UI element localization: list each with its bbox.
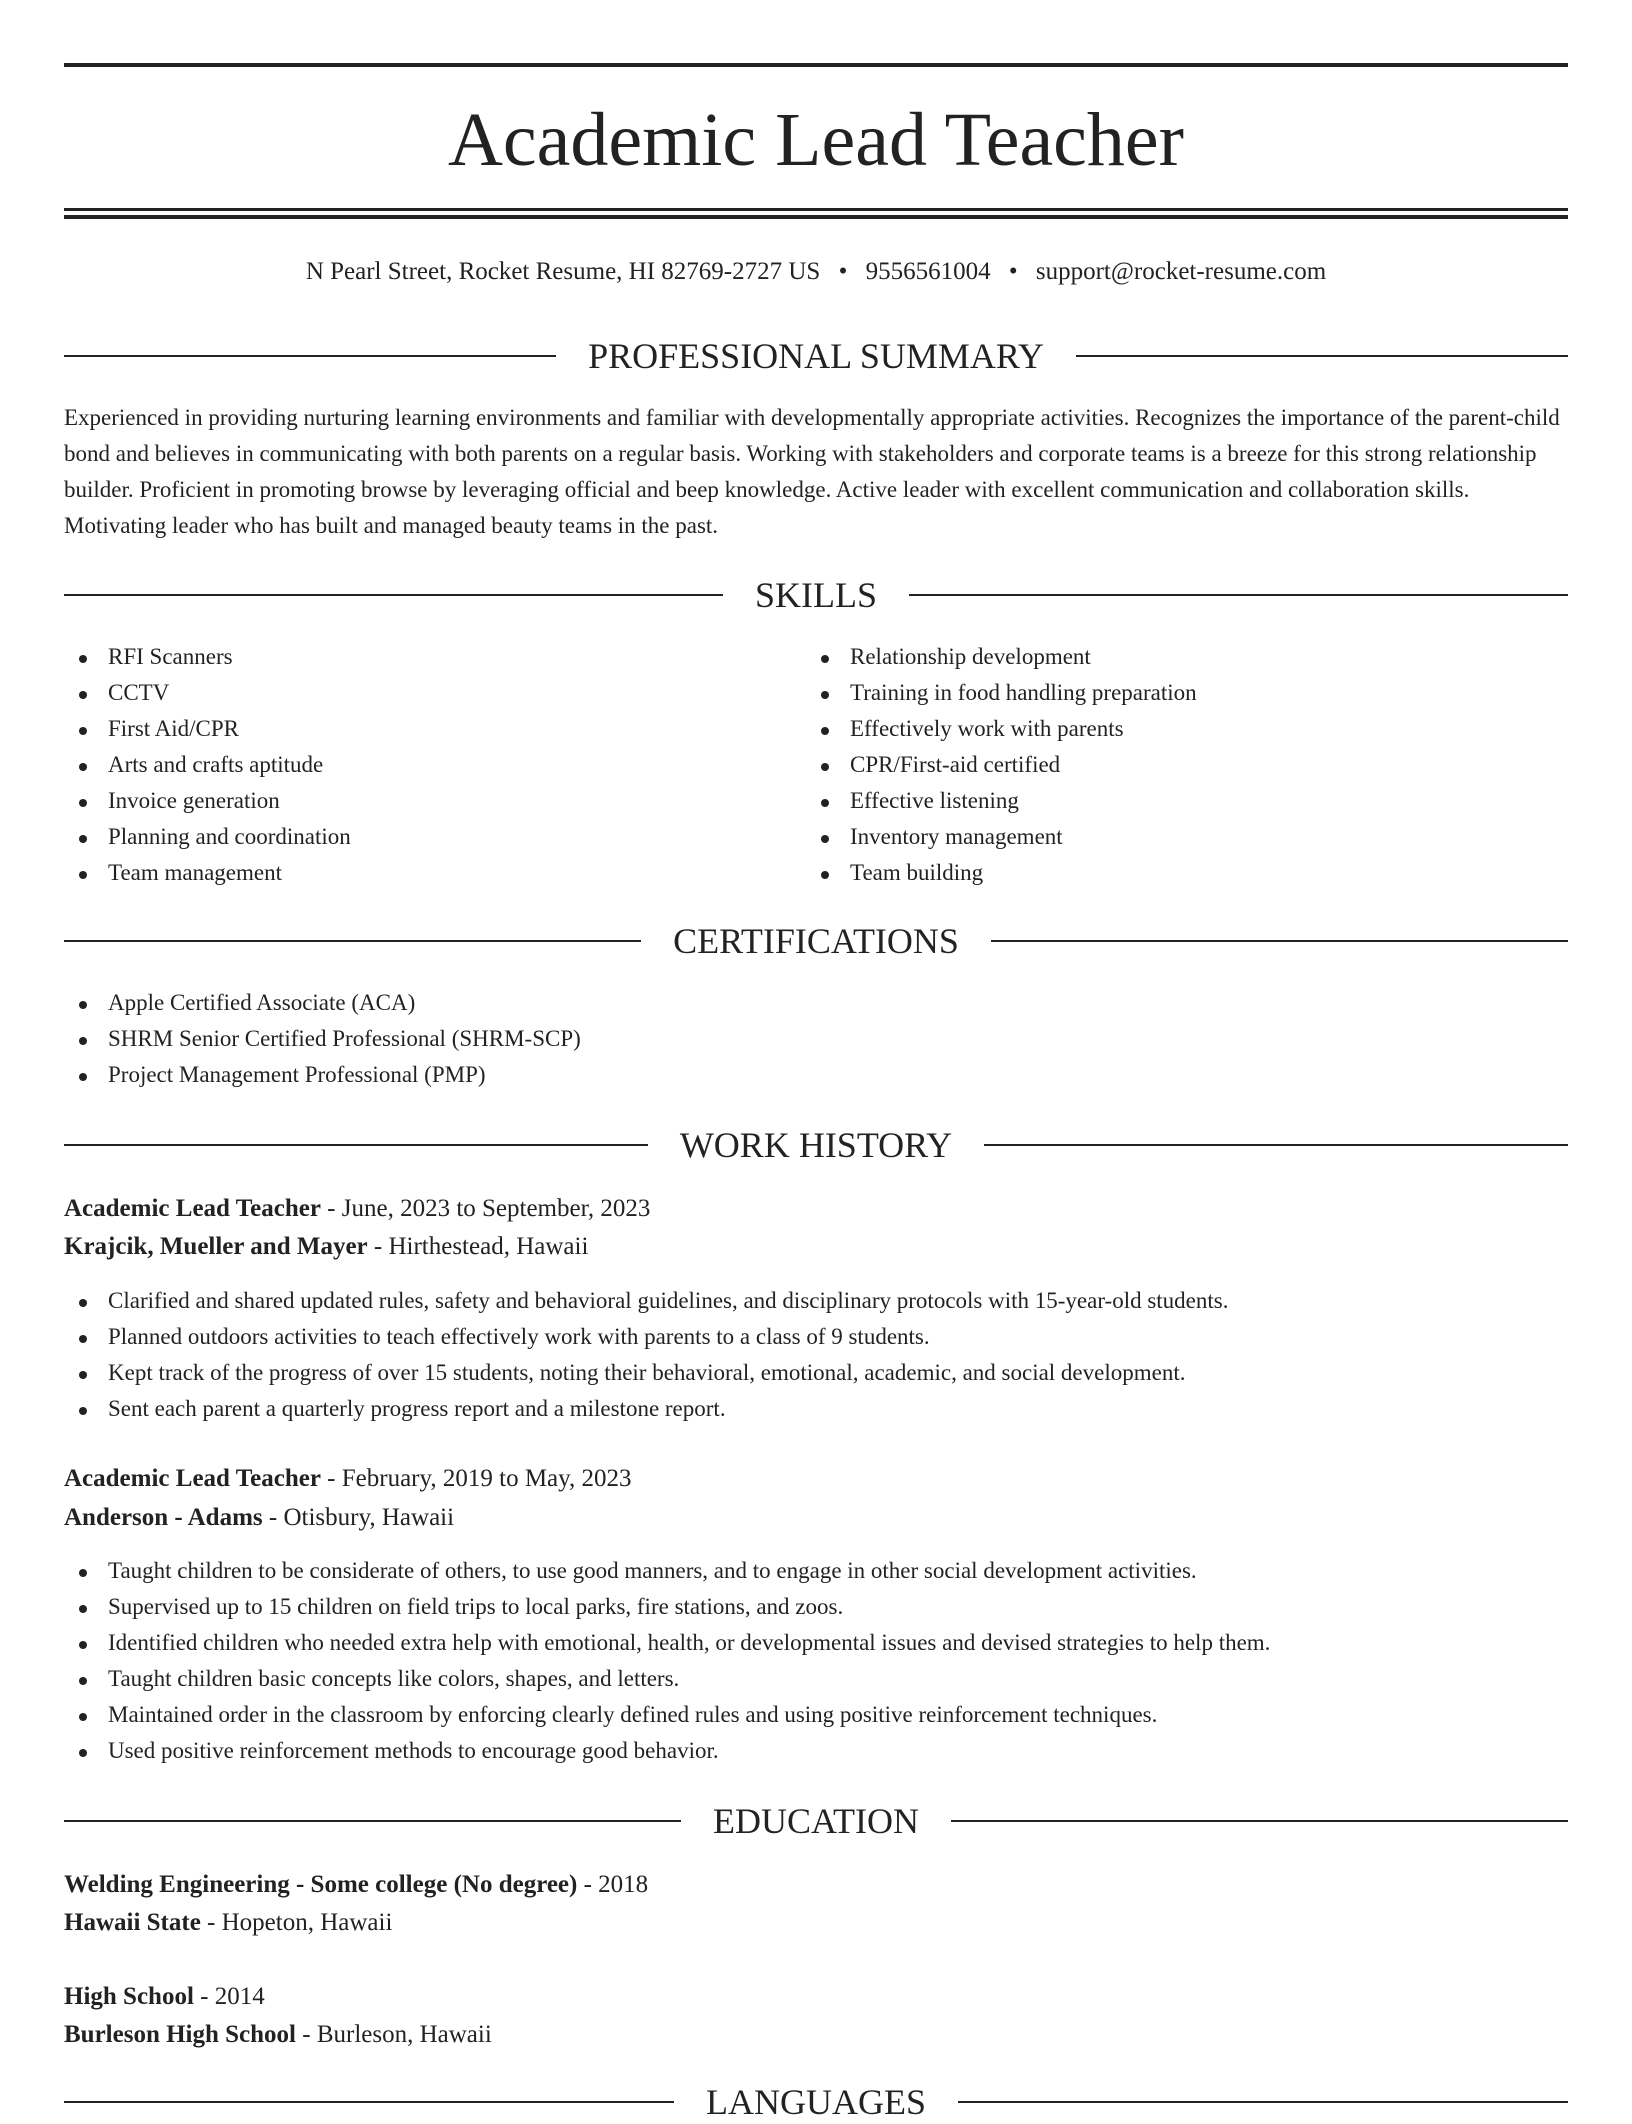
section-header-languages bbox=[64, 2080, 1568, 2124]
top-rule bbox=[64, 63, 1568, 67]
job-bullet: Kept track of the progress of over 15 students, noting their behavioral, emotional, academic, and social development. bbox=[64, 1355, 1568, 1391]
skill-item: CCTV bbox=[64, 675, 764, 711]
job-title: Academic Lead Teacher bbox=[64, 1195, 321, 1222]
job-company: Krajcik, Mueller and Mayer bbox=[64, 1233, 368, 1260]
job-title-line bbox=[64, 1190, 650, 1228]
section-title: LANGUAGES bbox=[706, 2082, 926, 2122]
job-bullet: Taught children basic concepts like colors, shapes, and letters. bbox=[64, 1661, 1568, 1697]
job-company: Anderson - Adams bbox=[64, 1504, 263, 1531]
section-rule bbox=[64, 594, 723, 596]
section-rule bbox=[64, 355, 556, 357]
section-header-work-history bbox=[64, 1123, 1568, 1167]
section-rule bbox=[984, 1144, 1568, 1146]
section-rule bbox=[1076, 355, 1568, 357]
section-title: SKILLS bbox=[755, 575, 878, 615]
certification-item: Apple Certified Associate (ACA) bbox=[64, 985, 1568, 1021]
contact-separator: • bbox=[838, 258, 848, 285]
skills-list-left bbox=[64, 639, 764, 891]
skill-item: Effective listening bbox=[806, 783, 1506, 819]
job-location: - Otisbury, Hawaii bbox=[268, 1504, 455, 1531]
section-header-summary bbox=[64, 334, 1568, 378]
section-rule bbox=[64, 940, 641, 942]
job-bullet: Planned outdoors activities to teach effectively work with parents to a class of 9 students. bbox=[64, 1319, 1568, 1355]
contact-phone: 9556561004 bbox=[865, 258, 991, 285]
section-rule bbox=[64, 1820, 681, 1822]
section-rule bbox=[64, 2101, 674, 2103]
certification-item: SHRM Senior Certified Professional (SHRM-SCP) bbox=[64, 1021, 1568, 1057]
job-bullets bbox=[64, 1553, 1568, 1769]
education-school: Burleson High School bbox=[64, 2021, 296, 2048]
skill-item: Team management bbox=[64, 855, 764, 891]
job-bullet: Supervised up to 15 children on field trips to local parks, fire stations, and zoos. bbox=[64, 1589, 1568, 1625]
skills-list-right bbox=[806, 639, 1506, 891]
education-location: - Hopeton, Hawaii bbox=[207, 1909, 393, 1936]
section-title: WORK HISTORY bbox=[679, 1125, 953, 1165]
resume-title: Academic Lead Teacher bbox=[448, 98, 1184, 182]
education-degree-line bbox=[64, 1866, 648, 1904]
education-school-line bbox=[64, 1904, 392, 1942]
section-header-certifications bbox=[64, 919, 1568, 963]
skill-item: Training in food handling preparation bbox=[806, 675, 1506, 711]
contact-email: support@rocket-resume.com bbox=[1035, 258, 1327, 285]
skill-item: Invoice generation bbox=[64, 783, 764, 819]
skill-item: Planning and coordination bbox=[64, 819, 764, 855]
job-location: - Hirthestead, Hawaii bbox=[373, 1233, 589, 1260]
job-bullet: Clarified and shared updated rules, safety and behavioral guidelines, and disciplinary protocols with 15-year-old students. bbox=[64, 1283, 1568, 1319]
skill-item: Relationship development bbox=[806, 639, 1506, 675]
contact-line bbox=[64, 255, 1568, 289]
job-title: Academic Lead Teacher bbox=[64, 1465, 321, 1492]
job-bullet: Maintained order in the classroom by enforcing clearly defined rules and using positive reinforcement techniques. bbox=[64, 1697, 1568, 1733]
skill-item: CPR/First-aid certified bbox=[806, 747, 1506, 783]
skill-item: Arts and crafts aptitude bbox=[64, 747, 764, 783]
job-dates: - June, 2023 to September, 2023 bbox=[327, 1195, 651, 1222]
job-bullet: Taught children to be considerate of others, to use good manners, and to engage in other social development activities. bbox=[64, 1553, 1568, 1589]
education-degree-line bbox=[64, 1978, 265, 2016]
education-degree: High School bbox=[64, 1983, 194, 2010]
section-rule bbox=[64, 1144, 648, 1146]
title-rule-upper bbox=[64, 208, 1568, 211]
section-rule bbox=[991, 940, 1568, 942]
education-school: Hawaii State bbox=[64, 1909, 201, 1936]
job-company-line bbox=[64, 1228, 588, 1266]
summary-text: Experienced in providing nurturing learning environments and familiar with developmentally appropriate activities. Recognizes the importance of the parent-child bond and believes in communicating with both parents on a regular basis. Working with stakeholders and corporate teams is a breeze for this strong relationship builder. Proficient in promoting browse by leveraging official and beep knowledge. Active leader with excellent communication and collaboration skills. Motivating leader who has built and managed beauty teams in the past. bbox=[64, 405, 1560, 538]
section-header-skills bbox=[64, 573, 1568, 617]
contact-separator: • bbox=[1008, 258, 1018, 285]
job-bullet: Sent each parent a quarterly progress report and a milestone report. bbox=[64, 1391, 1568, 1427]
education-year: - 2018 bbox=[583, 1871, 649, 1898]
job-company-line bbox=[64, 1499, 454, 1537]
title-rule-lower bbox=[64, 215, 1568, 219]
section-title: CERTIFICATIONS bbox=[673, 921, 959, 961]
skill-item: RFI Scanners bbox=[64, 639, 764, 675]
section-rule bbox=[958, 2101, 1568, 2103]
section-header-education bbox=[64, 1799, 1568, 1843]
certification-item: Project Management Professional (PMP) bbox=[64, 1057, 1568, 1093]
section-rule bbox=[951, 1820, 1568, 1822]
skill-item: Inventory management bbox=[806, 819, 1506, 855]
job-bullet: Used positive reinforcement methods to encourage good behavior. bbox=[64, 1733, 1568, 1769]
job-dates: - February, 2019 to May, 2023 bbox=[327, 1465, 632, 1492]
certifications-list bbox=[64, 985, 1568, 1093]
job-bullets bbox=[64, 1283, 1568, 1427]
contact-address: N Pearl Street, Rocket Resume, HI 82769-2727 US bbox=[305, 258, 821, 285]
job-bullet: Identified children who needed extra help with emotional, health, or developmental issues and devised strategies to help them. bbox=[64, 1625, 1568, 1661]
section-title: PROFESSIONAL SUMMARY bbox=[588, 336, 1044, 376]
skill-item: Team building bbox=[806, 855, 1506, 891]
section-title: EDUCATION bbox=[713, 1801, 919, 1841]
education-school-line bbox=[64, 2016, 492, 2054]
skill-item: Effectively work with parents bbox=[806, 711, 1506, 747]
skill-item: First Aid/CPR bbox=[64, 711, 764, 747]
job-title-line bbox=[64, 1460, 632, 1498]
education-degree: Welding Engineering - Some college (No degree) bbox=[64, 1871, 578, 1898]
section-rule bbox=[909, 594, 1568, 596]
education-location: - Burleson, Hawaii bbox=[302, 2021, 492, 2048]
education-year: - 2014 bbox=[200, 1983, 265, 2010]
